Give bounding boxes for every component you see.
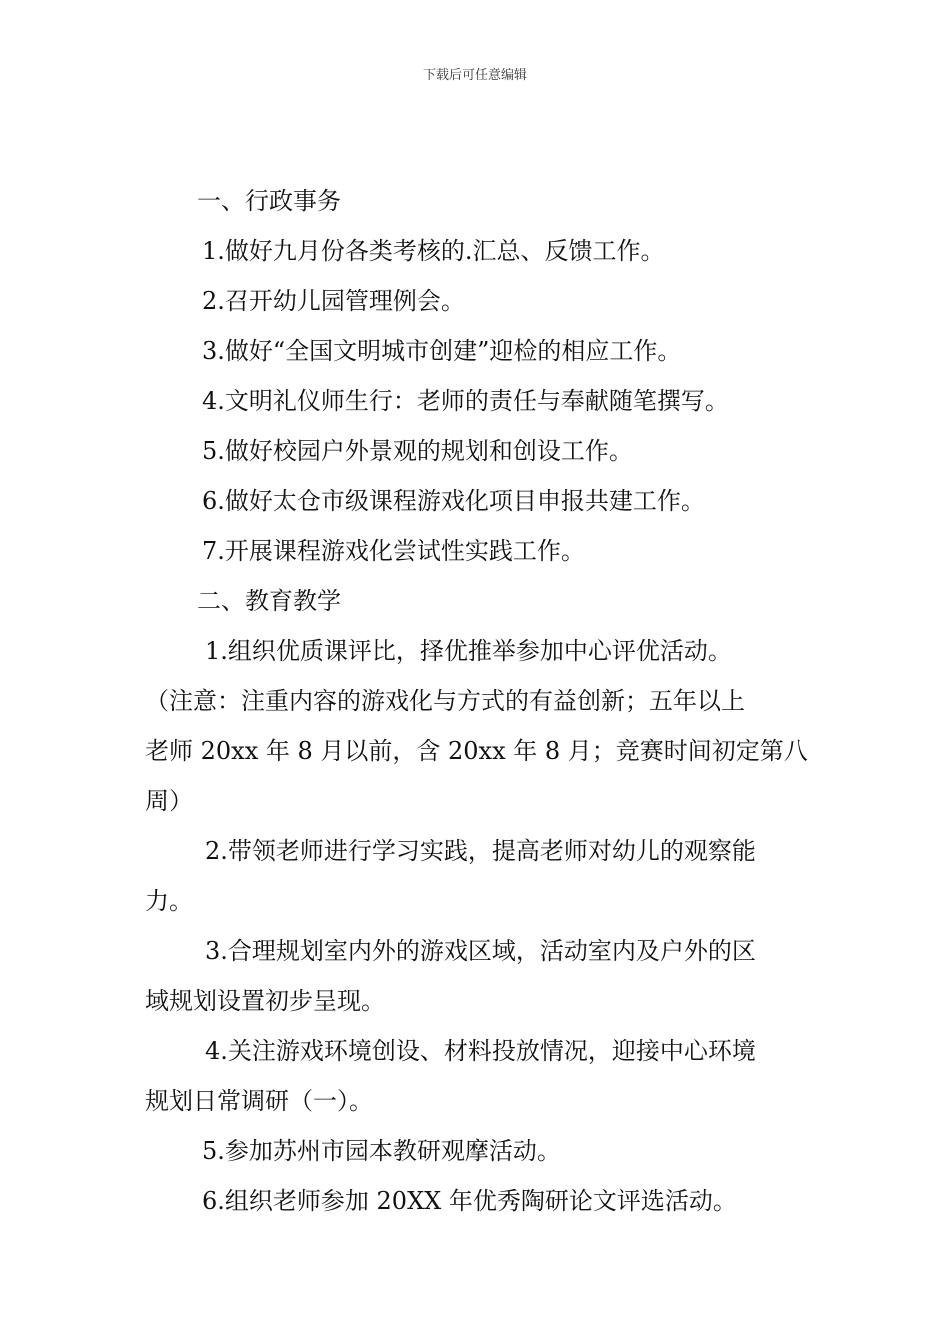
list-item: 6.做好太仓市级课程游戏化项目申报共建工作。: [202, 487, 705, 515]
list-item: 1.做好九月份各类考核的.汇总、反馈工作。: [202, 237, 665, 265]
list-item: 5.做好校园户外景观的规划和创设工作。: [202, 437, 633, 465]
paragraph-line: （注意：注重内容的游戏化与方式的有益创新；五年以上: [145, 687, 745, 715]
list-item: 7.开展课程游戏化尝试性实践工作。: [202, 537, 585, 565]
section-heading-teaching: 二、教育教学: [197, 587, 341, 615]
paragraph-line: 规划日常调研（一）。: [145, 1087, 373, 1115]
paragraph-line: 力。: [145, 887, 193, 915]
paragraph-line: 老师 20xx 年 8 月以前，含 20xx 年 8 月；竞赛时间初定第八: [145, 737, 808, 765]
paragraph-line: 2.带领老师进行学习实践，提高老师对幼儿的观察能: [205, 837, 756, 865]
list-item: 4.文明礼仪师生行：老师的责任与奉献随笔撰写。: [202, 387, 729, 415]
list-item: 2.召开幼儿园管理例会。: [202, 287, 465, 315]
paragraph-line: 周）: [145, 787, 193, 815]
paragraph-line: 3.合理规划室内外的游戏区域，活动室内及户外的区: [205, 937, 756, 965]
paragraph-line: 5.参加苏州市园本教研观摩活动。: [202, 1137, 561, 1165]
section-heading-admin: 一、行政事务: [197, 187, 341, 215]
list-item: 3.做好“全国文明城市创建”迎检的相应工作。: [202, 337, 682, 365]
paragraph-line: 6.组织老师参加 20XX 年优秀陶研论文评选活动。: [202, 1187, 737, 1215]
paragraph-line: 1.组织优质课评比，择优推举参加中心评优活动。: [205, 637, 732, 665]
paragraph-line: 域规划设置初步呈现。: [145, 987, 385, 1015]
paragraph-line: 4.关注游戏环境创设、材料投放情况，迎接中心环境: [205, 1037, 756, 1065]
header-note: 下载后可任意编辑: [422, 68, 527, 83]
document-body: [145, 176, 810, 1226]
